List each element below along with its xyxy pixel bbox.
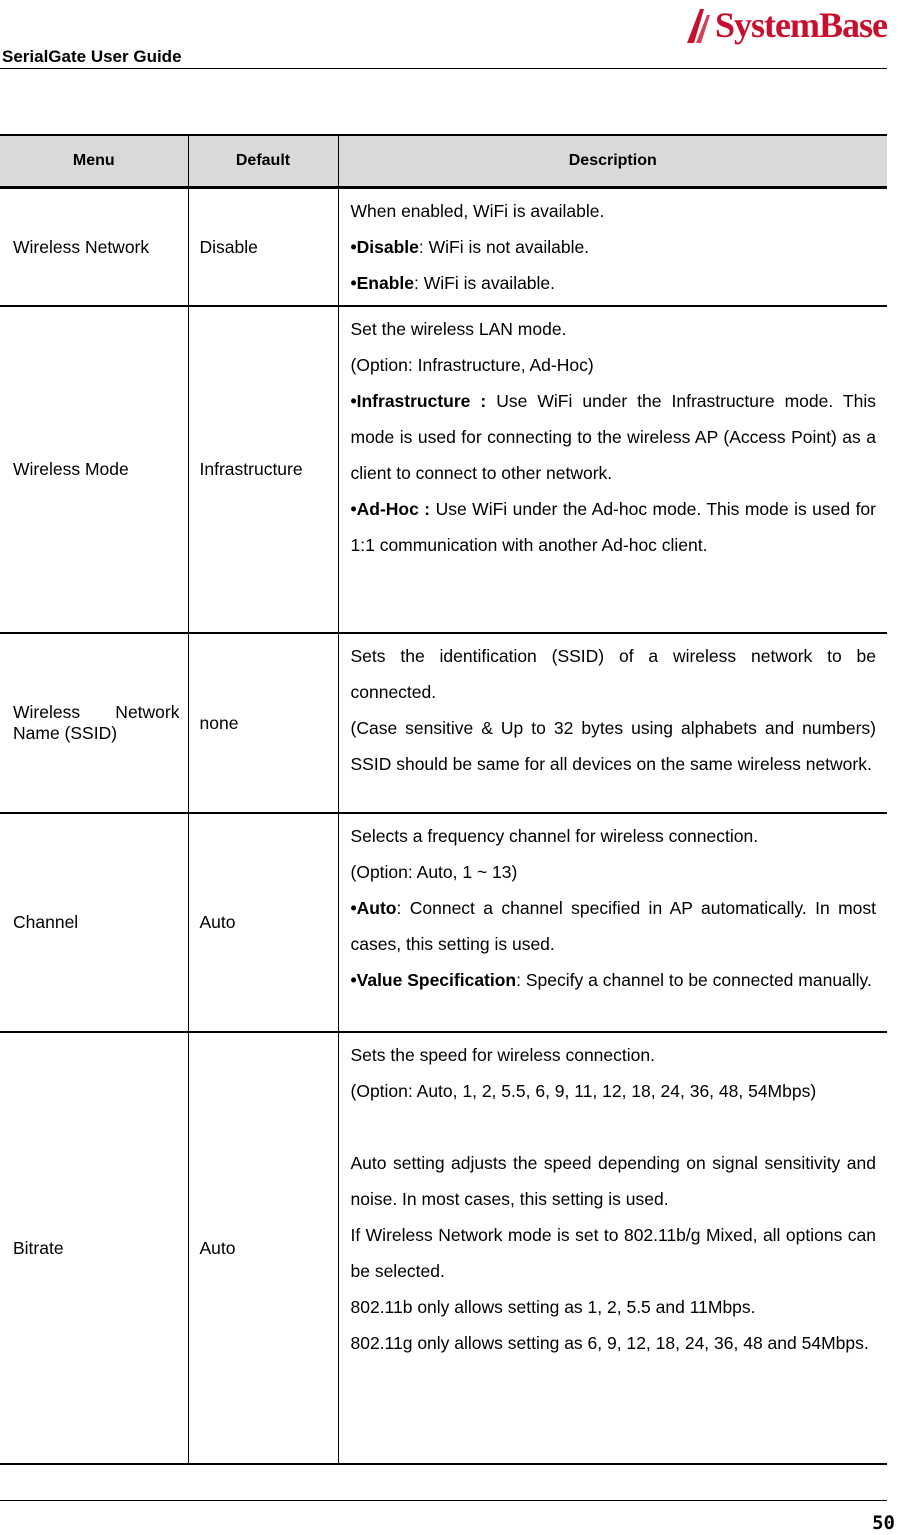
default-value: Disable xyxy=(188,188,338,307)
default-value: none xyxy=(188,633,338,813)
menu-cell xyxy=(0,188,188,307)
table-row xyxy=(0,813,887,1032)
menu-cell xyxy=(0,633,188,813)
description-paragraph xyxy=(351,818,877,854)
description-text: : WiFi is available. xyxy=(414,273,556,293)
description-paragraph xyxy=(351,1361,877,1397)
description-text: Use WiFi under the Ad-hoc mode. This mode is used for 1:1 communication with another Ad-hoc client. xyxy=(350,499,876,555)
description-term: •Auto xyxy=(350,898,397,918)
logo-text: SystemBase xyxy=(715,5,887,45)
description-cell xyxy=(338,306,887,633)
description-paragraph xyxy=(351,1109,877,1145)
menu-name: Wireless Mode xyxy=(13,459,129,479)
table-row xyxy=(0,1032,887,1464)
default-value: Auto xyxy=(188,1032,338,1464)
description-paragraph xyxy=(351,962,877,998)
description-paragraph xyxy=(351,311,877,347)
page-number: 50 xyxy=(872,1512,895,1534)
description-term: •Infrastructure : xyxy=(350,391,497,411)
description-text: 802.11b only allows setting as 1, 2, 5.5 and 11Mbps. xyxy=(350,1297,756,1317)
description-paragraph xyxy=(351,383,877,491)
description-text: : WiFi is not available. xyxy=(418,237,590,257)
description-paragraph xyxy=(351,890,877,962)
description-cell xyxy=(338,188,887,307)
document-title: SerialGate User Guide xyxy=(2,47,182,66)
description-paragraph xyxy=(351,1073,877,1109)
menu-name: Wireless Network xyxy=(13,236,150,257)
logo-swoosh-icon xyxy=(685,5,715,45)
description-text: Sets the speed for wireless connection. xyxy=(350,1045,655,1065)
description-text: 802.11g only allows setting as 6, 9, 12, 18, 24, 36, 48 and 54Mbps. xyxy=(350,1333,869,1353)
description-text: : Specify a channel to be connected manually. xyxy=(516,970,872,990)
description-term: •Enable xyxy=(350,273,415,293)
systembase-logo xyxy=(685,2,887,48)
description-paragraph xyxy=(351,491,877,563)
description-paragraph xyxy=(351,1217,877,1289)
description-paragraph xyxy=(351,638,877,710)
menu-name: Channel xyxy=(13,912,79,932)
description-term: •Ad-Hoc : xyxy=(350,499,436,519)
description-text: Sets the identification (SSID) of a wireless network to be connected. xyxy=(350,646,876,702)
description-paragraph xyxy=(351,710,877,782)
default-column-header: Default xyxy=(188,135,338,188)
description-paragraph xyxy=(351,229,877,265)
description-text: Selects a frequency channel for wireless connection. xyxy=(350,826,759,846)
menu-name: Wireless Network Name (SSID) xyxy=(13,702,180,743)
settings-table xyxy=(0,134,887,1465)
menu-column-header: Menu xyxy=(0,135,188,188)
description-paragraph xyxy=(351,265,877,301)
description-text: If Wireless Network mode is set to 802.11b/g Mixed, all options can be selected. xyxy=(350,1225,876,1281)
description-text: (Option: Infrastructure, Ad-Hoc) xyxy=(350,355,594,375)
description-column-header: Description xyxy=(338,135,887,188)
description-paragraph xyxy=(351,1145,877,1217)
menu-name: Bitrate xyxy=(13,1237,64,1258)
table-header-row xyxy=(0,135,887,188)
description-text: : Connect a channel specified in AP automatically. In most cases, this setting is used. xyxy=(350,898,876,954)
description-cell xyxy=(338,1032,887,1464)
description-cell xyxy=(338,813,887,1032)
menu-cell xyxy=(0,1032,188,1464)
description-text: Auto setting adjusts the speed depending on signal sensitivity and noise. In most cases, this setting is used. xyxy=(350,1153,876,1209)
description-text: (Option: Auto, 1 ~ 13) xyxy=(350,862,518,882)
menu-cell xyxy=(0,813,188,1032)
menu-cell xyxy=(0,306,188,633)
description-paragraph xyxy=(351,1037,877,1073)
description-paragraph xyxy=(351,347,877,383)
description-text: (Case sensitive & Up to 32 bytes using alphabets and numbers) SSID should be same for all devices on the same wireless network. xyxy=(350,718,876,774)
description-paragraph xyxy=(351,193,877,229)
description-paragraph xyxy=(351,1289,877,1325)
description-text: Use WiFi under the Infrastructure mode. This mode is used for connecting to the wireless AP (Access Point) as a client to connect to other network. xyxy=(350,391,876,483)
description-term: •Disable xyxy=(350,237,419,257)
description-cell xyxy=(338,633,887,813)
footer-rule xyxy=(0,1500,887,1501)
table-row xyxy=(0,188,887,307)
description-term: •Value Specification xyxy=(350,970,517,990)
table-row xyxy=(0,633,887,813)
description-text: Set the wireless LAN mode. xyxy=(350,319,567,339)
table-row xyxy=(0,306,887,633)
default-value: Infrastructure xyxy=(188,306,338,633)
header-rule xyxy=(0,68,887,69)
description-text: When enabled, WiFi is available. xyxy=(350,201,605,221)
description-paragraph xyxy=(351,1325,877,1361)
default-value: Auto xyxy=(188,813,338,1032)
description-text: (Option: Auto, 1, 2, 5.5, 6, 9, 11, 12, 18, 24, 36, 48, 54Mbps) xyxy=(350,1081,817,1101)
description-paragraph xyxy=(351,854,877,890)
